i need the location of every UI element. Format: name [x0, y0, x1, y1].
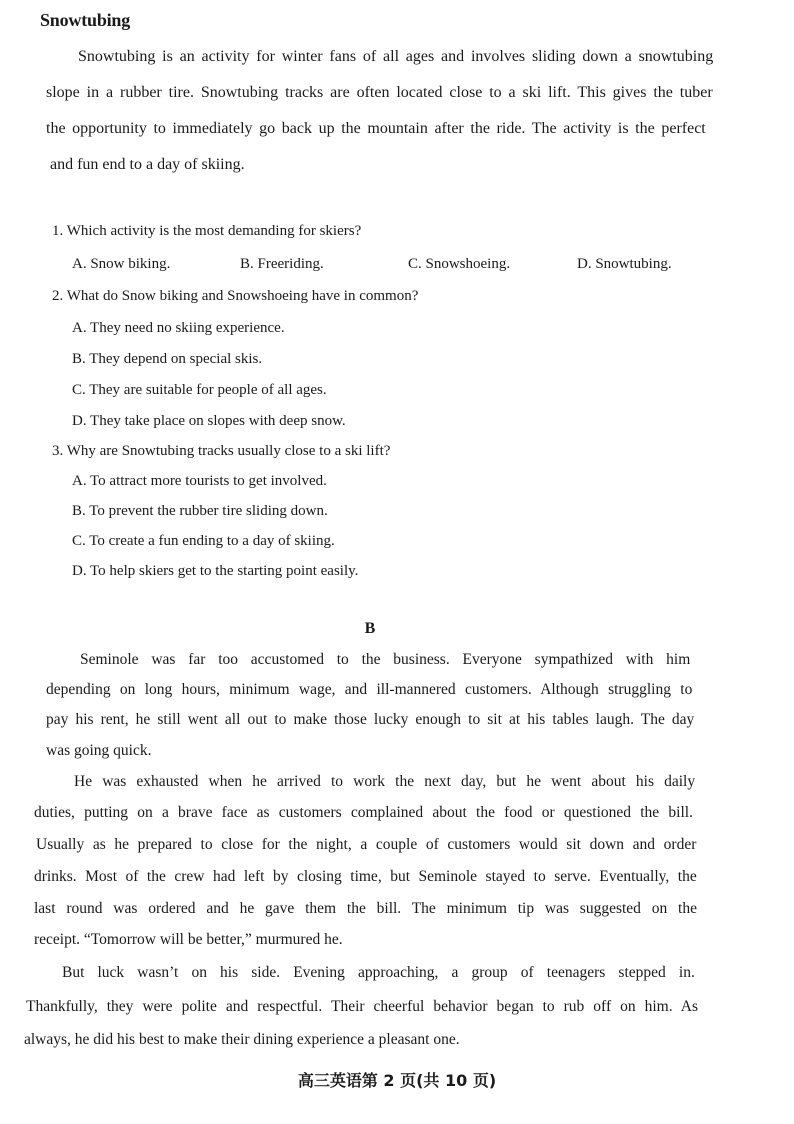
- question-option: A. They need no skiing experience.: [72, 320, 285, 336]
- intro-line: slope in a rubber tire. Snowtubing tracks are often located close to a ski lift. This gives the tuber: [46, 84, 713, 101]
- question-option: C. They are suitable for people of all ages.: [72, 382, 327, 398]
- question-option: B. They depend on special skis.: [72, 351, 263, 367]
- passage-line: drinks. Most of the crew had left by closing time, but Seminole stayed to serve. Eventually, the: [34, 868, 697, 885]
- question-option: B. To prevent the rubber tire sliding down.: [72, 503, 328, 519]
- passage-line: But luck wasn’t on his side. Evening approaching, a group of teenagers stepped in.: [62, 964, 695, 981]
- page-footer: 高三英语第 2 页(共 10 页): [297, 1071, 497, 1090]
- passage-line: was going quick.: [46, 742, 152, 759]
- passage-line: pay his rent, he still went all out to make those lucky enough to sit at his tables laugh. The day: [46, 711, 695, 728]
- question-option: D. They take place on slopes with deep snow.: [72, 413, 346, 429]
- question-option: A. Snow biking.: [72, 256, 171, 272]
- question-stem: 2. What do Snow biking and Snowshoeing have in common?: [52, 288, 419, 304]
- passage-line: duties, putting on a brave face as customers complained about the food or questioned the bill.: [34, 804, 693, 821]
- passage-line: depending on long hours, minimum wage, and ill-mannered customers. Although struggling to: [46, 681, 693, 698]
- passage-line: Seminole was far too accustomed to the business. Everyone sympathized with him: [80, 651, 691, 668]
- question-stem: 1. Which activity is the most demanding for skiers?: [52, 223, 362, 239]
- question-option: B. Freeriding.: [240, 256, 324, 272]
- passage-line: last round was ordered and he gave them the bill. The minimum tip was suggested on the: [34, 900, 697, 917]
- question-option: D. To help skiers get to the starting point easily.: [72, 563, 359, 579]
- question-option: C. Snowshoeing.: [408, 256, 511, 272]
- intro-line: the opportunity to immediately go back up the mountain after the ride. The activity is the perfect: [46, 120, 706, 137]
- question-option: C. To create a fun ending to a day of skiing.: [72, 533, 335, 549]
- question-option: A. To attract more tourists to get involved.: [72, 473, 327, 489]
- passage-line: He was exhausted when he arrived to work the next day, but he went about his daily: [74, 773, 696, 790]
- section-b-title: B: [364, 620, 376, 637]
- section-heading: Snowtubing: [40, 10, 131, 30]
- question-stem: 3. Why are Snowtubing tracks usually close to a ski lift?: [52, 443, 391, 459]
- intro-line: and fun end to a day of skiing.: [50, 156, 245, 173]
- question-option: D. Snowtubing.: [577, 256, 672, 272]
- passage-line: receipt. “Tomorrow will be better,” murmured he.: [34, 931, 343, 948]
- passage-line: Thankfully, they were polite and respectful. Their cheerful behavior began to rub off on him. As: [26, 998, 698, 1015]
- passage-line: Usually as he prepared to close for the night, a couple of customers would sit down and order: [36, 836, 697, 853]
- intro-line: Snowtubing is an activity for winter fans of all ages and involves sliding down a snowtubing: [78, 48, 714, 65]
- passage-line: always, he did his best to make their dining experience a pleasant one.: [24, 1031, 460, 1048]
